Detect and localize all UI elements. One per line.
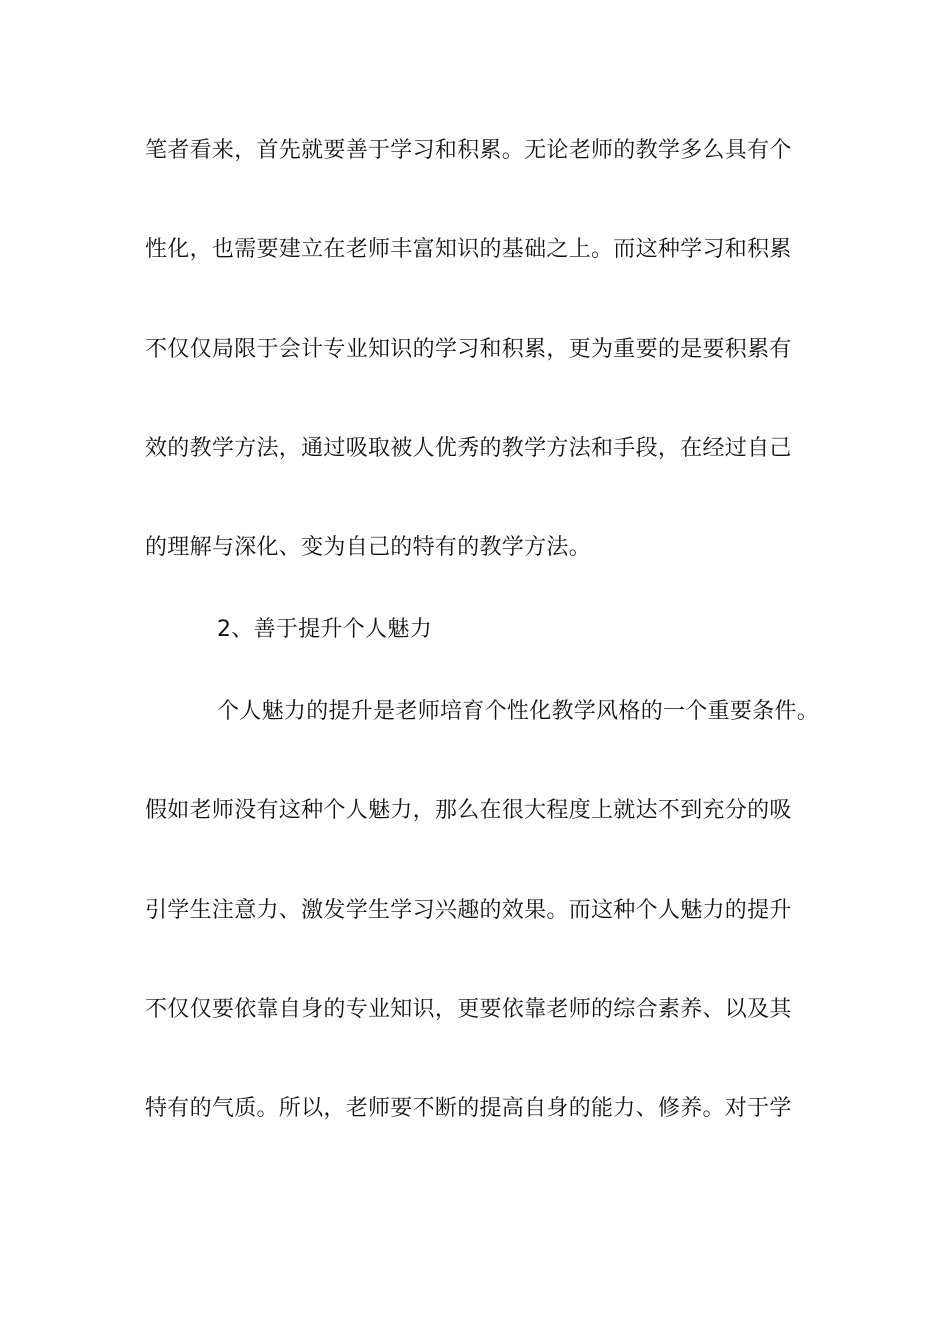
section-heading: 2、善于提升个人魅力: [217, 617, 432, 642]
paragraph-line: 性化，也需要建立在老师丰富知识的基础之上。而这种学习和积累: [145, 237, 792, 262]
paragraph-line: 不仅仅要依靠自身的专业知识，更要依靠老师的综合素养、以及其: [145, 997, 792, 1022]
paragraph-line: 笔者看来，首先就要善于学习和积累。无论老师的教学多么具有个: [145, 138, 792, 163]
paragraph-line: 假如老师没有这种个人魅力，那么在很大程度上就达不到充分的吸: [145, 798, 792, 823]
paragraph-line: 特有的气质。所以，老师要不断的提高自身的能力、修养。对于学: [145, 1096, 792, 1121]
paragraph-line: 效的教学方法，通过吸取被人优秀的教学方法和手段，在经过自己: [145, 436, 792, 461]
paragraph-line: 不仅仅局限于会计专业知识的学习和积累，更为重要的是要积累有: [145, 337, 792, 362]
paragraph-line: 引学生注意力、激发学生学习兴趣的效果。而这种个人魅力的提升: [145, 898, 792, 923]
paragraph-line: 的理解与深化、变为自己的特有的教学方法。: [145, 535, 592, 560]
paragraph-line: 个人魅力的提升是老师培育个性化教学风格的一个重要条件。: [217, 699, 820, 724]
